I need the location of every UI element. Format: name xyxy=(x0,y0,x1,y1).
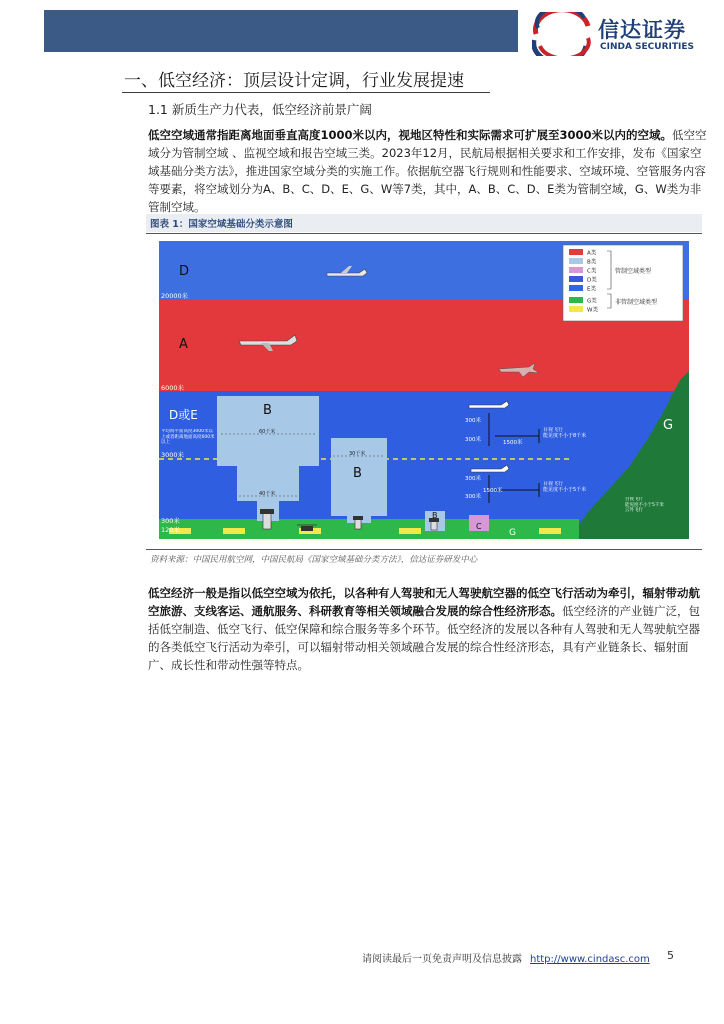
vfr1-300-top: 300米 xyxy=(465,418,481,424)
w-zone-5 xyxy=(539,528,561,534)
label-zone-de: D或E xyxy=(169,408,198,422)
legend-label: B类 xyxy=(587,259,597,266)
legend-swatch xyxy=(569,267,583,273)
section-title: 一、低空经济：顶层设计定调，行业发展提速 xyxy=(124,71,464,91)
alt-3000: 3000米 xyxy=(161,451,185,459)
paragraph-airspace-lead: 低空空域通常指距离地面垂直高度1000米以内，视地区特性和实际需求可扩展至3000米以内的空域。 xyxy=(148,128,673,142)
label-zone-b3: B xyxy=(432,511,438,520)
label-zone-g: G xyxy=(663,418,674,433)
vfr2-note-fo xyxy=(543,481,603,499)
footer xyxy=(362,950,650,965)
vfr2-300-top: 300米 xyxy=(465,476,481,482)
ground-strip xyxy=(159,529,579,539)
w-zone-2 xyxy=(223,528,245,534)
note-left-fo xyxy=(161,429,217,459)
legend-swatch xyxy=(569,249,583,255)
paragraph-economy-body: 低空经济的产业链广泛，包括低空制造、低空飞行、低空保障和综合服务等多个环节。低空经济的发展以各种有人驾驶和无人驾驶航空器的各类低空飞行活动为牵引，可以辐射带动相关领域融合发展的综合性经济形态，具有产业链条长、辐射面广、成长性和带动性强等特点。 xyxy=(148,604,700,672)
legend-label: A类 xyxy=(587,250,597,257)
label-zone-a: A xyxy=(179,337,188,352)
header-bar xyxy=(44,10,518,52)
legend-label: C类 xyxy=(587,268,597,275)
vfr1-300-bottom: 300米 xyxy=(465,437,481,443)
label-zone-b2: B xyxy=(353,466,362,481)
label-zone-b1: B xyxy=(263,403,272,418)
logo-mark-icon xyxy=(532,12,592,56)
w-zone-4 xyxy=(399,528,421,534)
figure-bottom-rule xyxy=(146,549,702,550)
label-zone-c: C xyxy=(476,522,482,531)
alt-120: 120米 xyxy=(161,526,180,534)
legend-group-uncontrolled: 非管制空域类型 xyxy=(615,299,658,306)
legend-swatch xyxy=(569,306,583,312)
dim-b1-top: 60千米 xyxy=(259,429,276,435)
company-logo xyxy=(532,12,712,56)
footer-disclaimer: 请阅读最后一页免责声明及信息披露 xyxy=(362,954,522,965)
figure-caption: 图表 1：国家空域基础分类示意图 xyxy=(150,219,293,230)
legend-label: W类 xyxy=(587,307,598,314)
legend-label: D类 xyxy=(587,277,597,284)
g-note: 目视飞行 能见度不小于5千米 云外飞行 xyxy=(625,497,664,513)
legend-swatch xyxy=(569,297,583,303)
vfr1-1500: 1500米 xyxy=(503,440,523,446)
paragraph-airspace-body: 低空空域分为管制空域 、监视空域和报告空域三类。2023年12月，民航局根据相关要求和工作安排，发布《国家空域基础分类方法》，推进国家空域分类的实施工作。依据航空器飞行规则和性能要求、空域环境、空管服务内容等要素，将空域划分为A、B、C、D、E、G、W等7类，其中，A、B、C、D、E类为管制空域，G、W类为非管制空域。 xyxy=(148,128,707,214)
page-number: 5 xyxy=(667,949,674,962)
title-rule xyxy=(122,92,490,93)
airspace-diagram xyxy=(159,241,689,539)
logo-text-cn: 信达证券 xyxy=(598,18,686,42)
vfr2-note: 目视飞行 能见度不小于5千米 xyxy=(543,481,587,493)
legend-swatch xyxy=(569,276,583,282)
footer-link[interactable]: http://www.cindasc.com xyxy=(530,954,650,965)
legend-label: G类 xyxy=(587,298,597,305)
legend-swatch xyxy=(569,285,583,291)
figure-top-rule xyxy=(146,233,702,234)
label-zone-d: D xyxy=(179,264,190,279)
figure-source: 资料来源：中国民用航空网，中国民航局《国家空域基础分类方法》，信达证券研发中心 xyxy=(150,555,478,565)
paragraph-economy-lead: 低空经济一般是指以低空空域为依托，以各种有人驾驶和无人驾驶航空器的低空飞行活动为牵引，辐射带动航空旅游、支线客运、通航服务、科研教育等相关领域融合发展的综合性经济形态。 xyxy=(148,586,700,618)
dim-b2: 30千米 xyxy=(349,451,366,457)
label-zone-g-low: G xyxy=(509,528,516,538)
alt-300: 300米 xyxy=(161,517,180,525)
logo-text-en: CINDA SECURITIES xyxy=(600,42,694,52)
vfr2-1500: 1500米 xyxy=(483,488,503,494)
paragraph-airspace xyxy=(148,126,708,216)
dim-b1-mid: 40千米 xyxy=(259,491,276,497)
vfr2-300-bottom: 300米 xyxy=(465,494,481,500)
note-left: 平均海平面高度3000米以上或者距离地面高度600米以上 xyxy=(161,429,215,445)
subsection-title: 1.1 新质生产力代表，低空经济前景广阔 xyxy=(148,102,372,117)
g-note-fo xyxy=(625,497,687,523)
alt-20000: 20000米 xyxy=(161,292,189,300)
paragraph-economy xyxy=(148,584,708,674)
vfr1-note-fo xyxy=(543,427,603,445)
vfr1-note: 目视飞行 能见度不小于8千米 xyxy=(543,427,587,439)
legend-label: E类 xyxy=(587,286,596,293)
legend-group-controlled: 管制空域类型 xyxy=(615,268,652,275)
legend-swatch xyxy=(569,258,583,264)
alt-6000: 6000米 xyxy=(161,384,185,392)
